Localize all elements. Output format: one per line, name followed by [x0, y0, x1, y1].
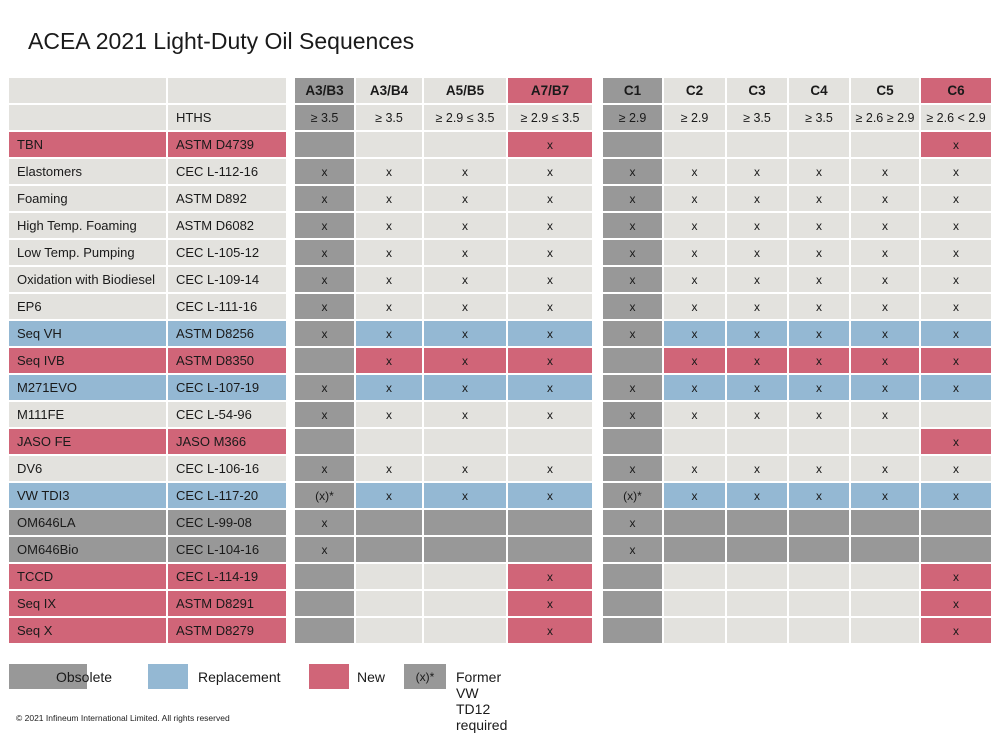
table-cell [789, 537, 849, 562]
table-cell [508, 510, 592, 535]
column-header: C4 [789, 78, 849, 103]
table-cell [727, 429, 787, 454]
table-cell [789, 618, 849, 643]
table-cell [356, 618, 422, 643]
table-cell [727, 591, 787, 616]
row-test-method: CEC L-54-96 [168, 402, 286, 427]
row-test-method: CEC L-114-19 [168, 564, 286, 589]
column-header: C2 [664, 78, 725, 103]
column-header: A7/B7 [508, 78, 592, 103]
table-cell [664, 591, 725, 616]
table-cell: x [295, 321, 354, 346]
hths-value: ≥ 2.6 ≥ 2.9 [851, 105, 919, 130]
table-cell: x [295, 186, 354, 211]
table-cell: x [424, 240, 506, 265]
table-cell [356, 537, 422, 562]
row-test-name: Seq X [9, 618, 166, 643]
table-cell: x [295, 537, 354, 562]
table-cell: x [921, 267, 991, 292]
row-test-name: DV6 [9, 456, 166, 481]
row-test-method: ASTM D4739 [168, 132, 286, 157]
table-cell [424, 618, 506, 643]
table-cell [295, 618, 354, 643]
table-cell: x [424, 321, 506, 346]
table-cell: x [508, 618, 592, 643]
table-cell [424, 510, 506, 535]
table-cell [424, 537, 506, 562]
row-test-name: High Temp. Foaming [9, 213, 166, 238]
table-cell [295, 564, 354, 589]
table-cell: x [508, 321, 592, 346]
table-cell: x [727, 348, 787, 373]
table-cell: x [921, 429, 991, 454]
table-cell: x [424, 402, 506, 427]
table-cell [664, 618, 725, 643]
table-cell: x [508, 402, 592, 427]
legend-replacement-label: Replacement [198, 669, 281, 685]
legend-marker-swatch: (x)* [404, 664, 446, 689]
table-cell: x [603, 537, 662, 562]
table-cell: x [664, 213, 725, 238]
table-cell: x [664, 348, 725, 373]
table-cell [851, 429, 919, 454]
row-test-method: CEC L-106-16 [168, 456, 286, 481]
row-test-name: OM646Bio [9, 537, 166, 562]
table-cell [603, 429, 662, 454]
table-cell: x [295, 402, 354, 427]
hths-value: ≥ 2.6 < 2.9 [921, 105, 991, 130]
table-cell: x [424, 375, 506, 400]
table-cell: x [356, 213, 422, 238]
row-test-name: EP6 [9, 294, 166, 319]
table-cell [789, 429, 849, 454]
header-blank [168, 78, 286, 103]
table-cell: x [921, 159, 991, 184]
table-cell: x [508, 591, 592, 616]
table-cell [603, 591, 662, 616]
table-cell: x [603, 240, 662, 265]
table-cell: x [508, 159, 592, 184]
row-test-method: CEC L-111-16 [168, 294, 286, 319]
table-cell: x [727, 240, 787, 265]
table-cell [664, 510, 725, 535]
hths-value: ≥ 3.5 [727, 105, 787, 130]
table-cell: x [295, 510, 354, 535]
table-cell: (x)* [295, 483, 354, 508]
table-cell: x [508, 456, 592, 481]
row-test-method: ASTM D892 [168, 186, 286, 211]
table-cell: x [603, 186, 662, 211]
table-cell [789, 510, 849, 535]
row-test-name: Oxidation with Biodiesel [9, 267, 166, 292]
legend-marker-label: Former VW TD12 required [456, 669, 508, 733]
table-cell [603, 618, 662, 643]
table-cell: x [789, 267, 849, 292]
table-cell: x [356, 375, 422, 400]
table-cell [356, 429, 422, 454]
table-cell: x [424, 483, 506, 508]
table-cell [603, 348, 662, 373]
table-cell: x [603, 375, 662, 400]
table-cell: x [424, 348, 506, 373]
table-cell: x [424, 186, 506, 211]
table-cell: x [789, 240, 849, 265]
table-cell [295, 591, 354, 616]
table-cell [424, 429, 506, 454]
table-cell: x [921, 348, 991, 373]
table-cell: x [424, 294, 506, 319]
table-cell [424, 132, 506, 157]
row-test-method: ASTM D8350 [168, 348, 286, 373]
table-cell: x [664, 456, 725, 481]
column-header: C3 [727, 78, 787, 103]
legend-new-swatch [309, 664, 349, 689]
row-test-method: ASTM D8279 [168, 618, 286, 643]
row-test-name: VW TDI3 [9, 483, 166, 508]
table-cell: x [603, 294, 662, 319]
hths-value: ≥ 2.9 [664, 105, 725, 130]
table-cell [727, 564, 787, 589]
table-cell [664, 429, 725, 454]
row-test-name: M271EVO [9, 375, 166, 400]
table-cell: x [356, 240, 422, 265]
table-cell: x [295, 375, 354, 400]
table-cell: x [603, 267, 662, 292]
table-cell [789, 591, 849, 616]
table-cell [921, 510, 991, 535]
table-cell: x [356, 483, 422, 508]
legend-obsolete-label: Obsolete [56, 669, 113, 685]
table-cell: x [508, 186, 592, 211]
table-cell [727, 510, 787, 535]
table-cell: x [727, 483, 787, 508]
table-cell: x [508, 240, 592, 265]
table-cell: x [789, 348, 849, 373]
row-test-name: Seq IVB [9, 348, 166, 373]
table-cell [356, 510, 422, 535]
row-test-name: JASO FE [9, 429, 166, 454]
table-cell: x [664, 483, 725, 508]
table-cell: x [851, 159, 919, 184]
table-cell: x [921, 321, 991, 346]
table-cell: x [508, 564, 592, 589]
table-cell: x [603, 510, 662, 535]
column-header: A5/B5 [424, 78, 506, 103]
table-cell: x [921, 618, 991, 643]
table-cell: x [727, 294, 787, 319]
table-cell: x [851, 456, 919, 481]
legend-replacement-swatch [148, 664, 188, 689]
table-cell: x [921, 213, 991, 238]
row-test-name: Elastomers [9, 159, 166, 184]
table-cell: x [508, 375, 592, 400]
table-cell: x [921, 240, 991, 265]
table-cell [424, 591, 506, 616]
row-test-name: TBN [9, 132, 166, 157]
hths-value: ≥ 2.9 [603, 105, 662, 130]
table-cell: x [603, 402, 662, 427]
table-cell [851, 537, 919, 562]
table-cell: x [664, 159, 725, 184]
table-cell: x [789, 213, 849, 238]
table-cell: x [295, 240, 354, 265]
table-cell: x [789, 159, 849, 184]
column-header: C6 [921, 78, 991, 103]
table-cell [851, 591, 919, 616]
table-cell: x [356, 159, 422, 184]
column-header: A3/B3 [295, 78, 354, 103]
table-cell [851, 510, 919, 535]
table-cell: x [603, 456, 662, 481]
row-test-name: Low Temp. Pumping [9, 240, 166, 265]
table-cell: x [851, 186, 919, 211]
table-cell: x [921, 294, 991, 319]
table-cell: x [295, 294, 354, 319]
hths-value: ≥ 3.5 [789, 105, 849, 130]
table-cell: x [727, 186, 787, 211]
table-cell: x [664, 402, 725, 427]
hths-label: HTHS [168, 105, 286, 130]
table-cell [424, 564, 506, 589]
column-header: C1 [603, 78, 662, 103]
header-blank [9, 78, 166, 103]
copyright-footer: © 2021 Infineum International Limited. All rights reserved [16, 713, 230, 723]
table-cell: x [851, 375, 919, 400]
table-cell: x [356, 456, 422, 481]
row-test-name: TCCD [9, 564, 166, 589]
table-cell: x [356, 321, 422, 346]
table-cell: x [921, 375, 991, 400]
table-cell [851, 132, 919, 157]
table-cell: x [356, 186, 422, 211]
table-cell: x [603, 159, 662, 184]
row-test-name: Seq IX [9, 591, 166, 616]
row-test-name: OM646LA [9, 510, 166, 535]
row-test-method: CEC L-104-16 [168, 537, 286, 562]
table-cell: x [789, 402, 849, 427]
table-cell: x [789, 483, 849, 508]
table-cell [727, 618, 787, 643]
table-cell: x [851, 240, 919, 265]
row-test-name: Foaming [9, 186, 166, 211]
table-cell [664, 537, 725, 562]
table-cell: x [508, 267, 592, 292]
table-cell: x [424, 213, 506, 238]
table-cell: x [727, 456, 787, 481]
table-cell [789, 564, 849, 589]
row-test-method: JASO M366 [168, 429, 286, 454]
table-cell [603, 132, 662, 157]
table-cell: x [727, 375, 787, 400]
table-cell [356, 564, 422, 589]
row-test-method: ASTM D8256 [168, 321, 286, 346]
table-cell [295, 348, 354, 373]
table-cell [727, 537, 787, 562]
table-cell: x [424, 456, 506, 481]
hths-value: ≥ 2.9 ≤ 3.5 [424, 105, 506, 130]
table-cell [851, 618, 919, 643]
table-cell [356, 132, 422, 157]
table-cell [921, 402, 991, 427]
table-cell: x [851, 321, 919, 346]
table-cell [295, 132, 354, 157]
row-test-method: ASTM D6082 [168, 213, 286, 238]
table-cell: x [727, 402, 787, 427]
table-cell [921, 537, 991, 562]
table-cell: x [295, 213, 354, 238]
table-cell [727, 132, 787, 157]
hths-value: ≥ 3.5 [356, 105, 422, 130]
table-cell: x [356, 267, 422, 292]
row-test-name: M111FE [9, 402, 166, 427]
row-test-method: CEC L-112-16 [168, 159, 286, 184]
table-cell: x [921, 186, 991, 211]
column-header: C5 [851, 78, 919, 103]
table-cell: x [508, 213, 592, 238]
table-cell: x [789, 375, 849, 400]
table-cell: x [664, 240, 725, 265]
row-test-name: Seq VH [9, 321, 166, 346]
table-cell: x [508, 294, 592, 319]
table-cell: x [851, 294, 919, 319]
row-test-method: CEC L-99-08 [168, 510, 286, 535]
hths-value: ≥ 3.5 [295, 105, 354, 130]
table-cell: x [508, 483, 592, 508]
table-cell: x [921, 456, 991, 481]
table-cell: x [664, 375, 725, 400]
table-cell: x [727, 213, 787, 238]
table-cell [664, 132, 725, 157]
table-cell: x [424, 267, 506, 292]
table-cell [295, 429, 354, 454]
table-cell: x [851, 483, 919, 508]
table-cell: x [727, 321, 787, 346]
table-cell: x [508, 132, 592, 157]
table-cell: x [851, 402, 919, 427]
table-cell [789, 132, 849, 157]
table-cell: x [789, 294, 849, 319]
table-cell: x [356, 348, 422, 373]
table-cell: x [789, 456, 849, 481]
table-cell: x [424, 159, 506, 184]
table-cell: x [727, 267, 787, 292]
table-cell: x [789, 186, 849, 211]
table-cell: x [851, 348, 919, 373]
table-cell: x [921, 132, 991, 157]
hths-value: ≥ 2.9 ≤ 3.5 [508, 105, 592, 130]
table-cell [664, 564, 725, 589]
table-cell: x [789, 321, 849, 346]
table-cell: x [851, 213, 919, 238]
table-cell [603, 564, 662, 589]
header-blank [9, 105, 166, 130]
table-cell [508, 537, 592, 562]
table-cell: (x)* [603, 483, 662, 508]
table-cell: x [921, 483, 991, 508]
table-cell: x [295, 267, 354, 292]
table-cell: x [603, 213, 662, 238]
table-cell: x [356, 402, 422, 427]
table-cell [508, 429, 592, 454]
table-cell: x [664, 321, 725, 346]
row-test-method: ASTM D8291 [168, 591, 286, 616]
row-test-method: CEC L-107-19 [168, 375, 286, 400]
table-cell: x [727, 159, 787, 184]
table-cell [851, 564, 919, 589]
row-test-method: CEC L-105-12 [168, 240, 286, 265]
table-cell: x [295, 456, 354, 481]
table-cell [356, 591, 422, 616]
page-title: ACEA 2021 Light-Duty Oil Sequences [28, 28, 415, 54]
table-cell: x [921, 591, 991, 616]
table-cell: x [664, 186, 725, 211]
table-cell: x [356, 294, 422, 319]
table-cell: x [603, 321, 662, 346]
table-cell: x [851, 267, 919, 292]
table-cell: x [295, 159, 354, 184]
table-cell: x [664, 294, 725, 319]
table-cell: x [664, 267, 725, 292]
table-cell: x [508, 348, 592, 373]
row-test-method: CEC L-117-20 [168, 483, 286, 508]
table-cell: x [921, 564, 991, 589]
column-header: A3/B4 [356, 78, 422, 103]
row-test-method: CEC L-109-14 [168, 267, 286, 292]
legend-new-label: New [357, 669, 386, 685]
